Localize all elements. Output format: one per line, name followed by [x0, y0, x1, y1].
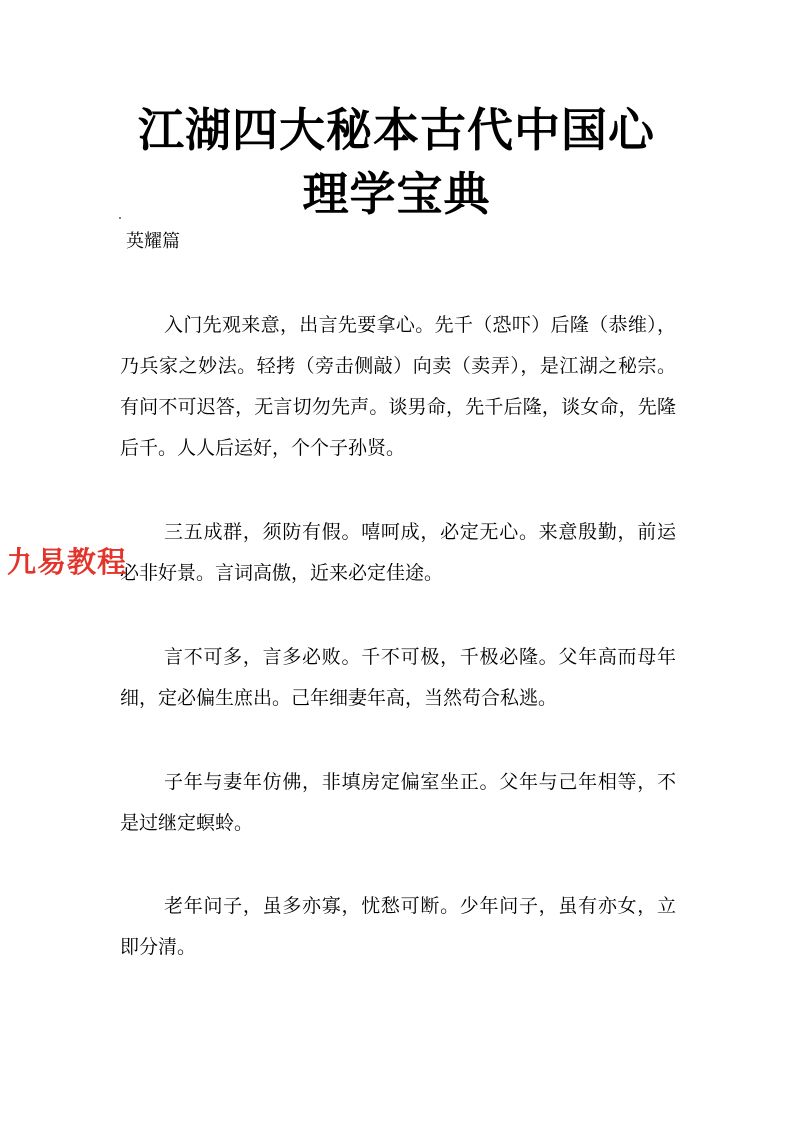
paragraph-3: 言不可多，言多必败。千不可极，千极必隆。父年高而母年细，定必偏生庶出。己年细妻年高，当然苟合私逃。 — [120, 646, 676, 709]
paragraph-5: 老年问子，虽多亦寡，忧愁可断。少年问子，虽有亦女，立即分清。 — [120, 895, 676, 958]
paragraph-2: 三五成群，须防有假。嘻呵成，必定无心。来意殷勤，前运必非好景。言词高傲，近来必定佳途。 — [120, 521, 676, 584]
paragraph-4: 子年与妻年仿佛，非填房定偏室坐正。父年与己年相等，不是过继定螟蛉。 — [120, 771, 676, 834]
paragraph-1: 入门先观来意，出言先要拿心。先千（恐吓）后隆（恭维），乃兵家之妙法。轻拷（旁击侧敲）向卖（卖弄），是江湖之秘宗。有问不可迟答，无言切勿先声。谈男命，先千后隆，谈女命，先隆后千。人人后运好，个个子孙贤。 — [120, 314, 676, 459]
watermark: 九易教程 — [7, 545, 128, 579]
title-line-1: 江湖四大秘本古代中国心 — [138, 103, 655, 157]
stray-mark — [119, 217, 121, 219]
section-heading: 英耀篇 — [126, 231, 180, 252]
document-title — [100, 98, 693, 226]
title-line-2: 理学宝典 — [302, 167, 491, 221]
